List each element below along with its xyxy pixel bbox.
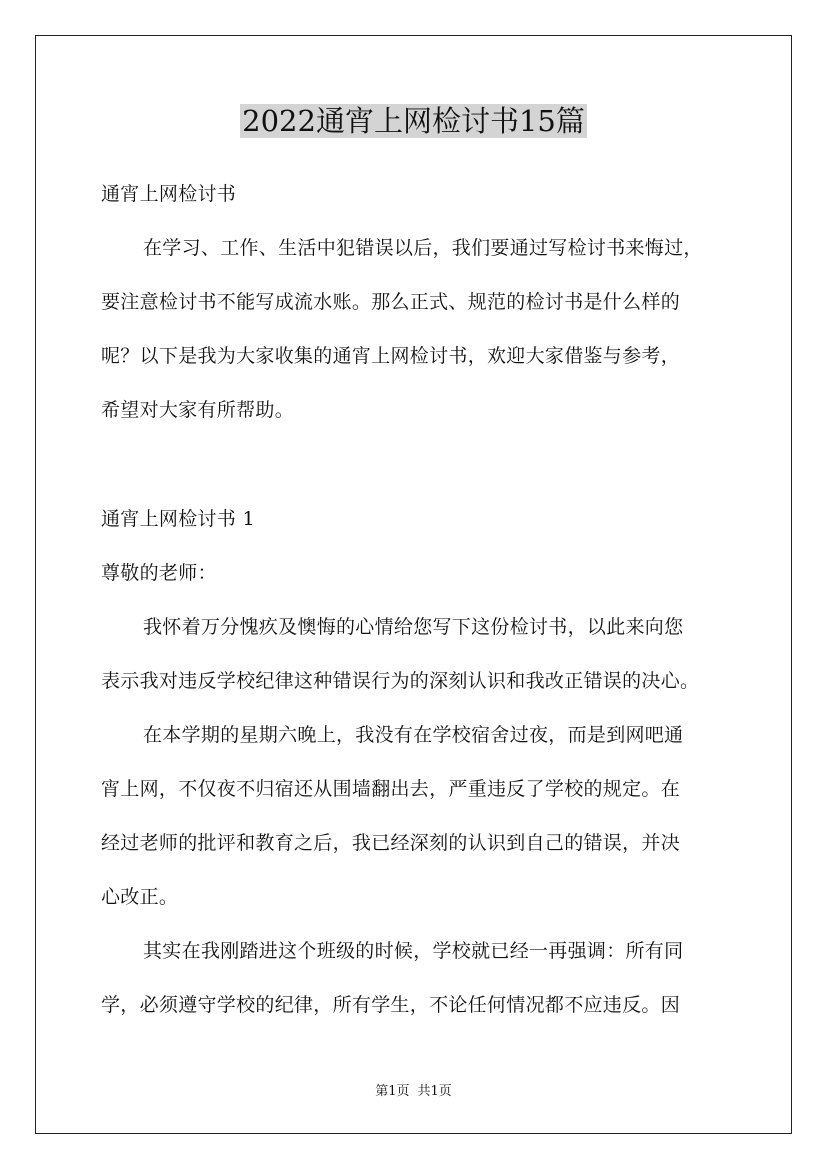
paragraph-line: 经过老师的批评和教育之后，我已经深刻的认识到自己的错误，并决 xyxy=(101,832,681,854)
paragraph-line: 呢？以下是我为大家收集的通宵上网检讨书，欢迎大家借鉴与参考， xyxy=(101,345,681,367)
paragraph-line: 希望对大家有所帮助。 xyxy=(101,399,295,421)
section-heading-1: 通宵上网检讨书 1 xyxy=(101,508,255,530)
section-heading-intro: 通宵上网检讨书 xyxy=(101,183,237,205)
paragraph-line: 在学习、工作、生活中犯错误以后，我们要通过写检讨书来悔过， xyxy=(143,237,703,259)
paragraph-line: 在本学期的星期六晚上，我没有在学校宿舍过夜，而是到网吧通 xyxy=(143,724,684,746)
paragraph-line: 心改正。 xyxy=(101,886,179,908)
page-footer xyxy=(0,1083,827,1101)
paragraph-line: 其实在我刚踏进这个班级的时候，学校就已经一再强调：所有同 xyxy=(143,940,684,962)
page-number-total: 共1页 xyxy=(417,1084,452,1099)
paragraph-line: 我怀着万分愧疚及懊悔的心情给您写下这份检讨书，以此来向您 xyxy=(143,616,684,638)
paragraph-line: 要注意检讨书不能写成流水账。那么正式、规范的检讨书是什么样的 xyxy=(101,291,681,313)
salutation: 尊敬的老师： xyxy=(101,562,217,584)
paragraph-line: 宵上网，不仅夜不归宿还从围墙翻出去，严重违反了学校的规定。在 xyxy=(101,778,681,800)
paragraph-line: 表示我对违反学校纪律这种错误行为的深刻认识和我改正错误的决心。 xyxy=(101,670,700,692)
document-title xyxy=(0,100,827,142)
document-title-text: 2022通宵上网检讨书15篇 xyxy=(242,104,585,138)
paragraph-line: 学，必须遵守学校的纪律，所有学生，不论任何情况都不应违反。因 xyxy=(101,994,681,1016)
page-number-current: 第1页 xyxy=(375,1084,410,1099)
